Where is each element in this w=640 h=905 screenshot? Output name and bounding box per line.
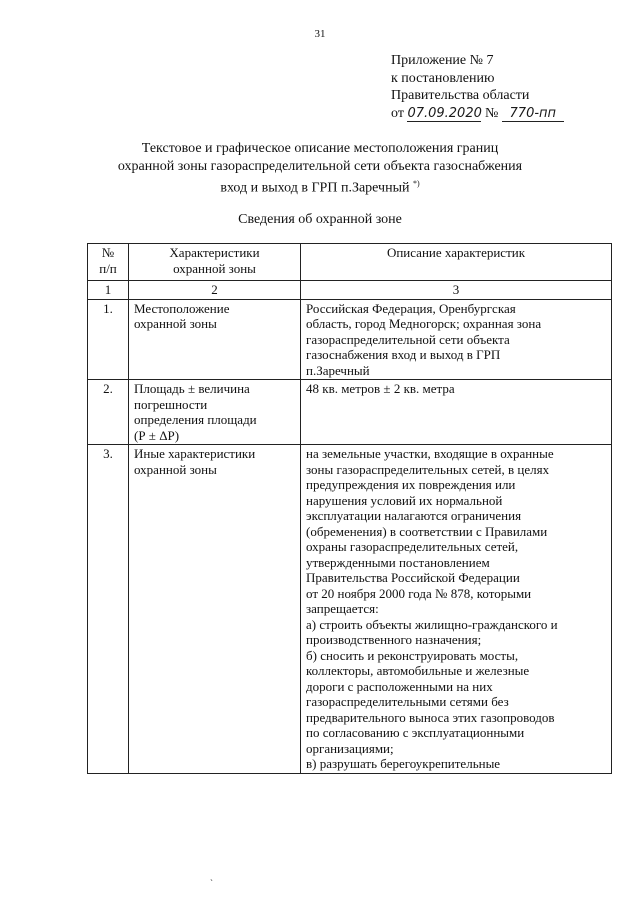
- title-line: Текстовое и графическое описание местоположения границ: [141, 141, 499, 156]
- page-number: 31: [314, 28, 326, 40]
- header-characteristics-text: Характеристики охранной зоны: [169, 245, 260, 276]
- header-description-text: Описание характеристик: [386, 245, 526, 260]
- table-row: [88, 299, 612, 380]
- row-characteristic: Иные характеристики охранной зоны: [129, 445, 301, 774]
- row-characteristic: Площадь ± величина погрешности определения площади (Р ± ΔР): [129, 380, 301, 445]
- row-description: 48 кв. метров ± 2 кв. метра: [301, 380, 612, 445]
- table-header-row: [88, 244, 612, 281]
- header-characteristics: [129, 244, 301, 281]
- date-prefix: от: [391, 105, 404, 121]
- scan-speck: `: [210, 878, 213, 888]
- row-number: 2.: [88, 380, 129, 445]
- appendix-line: к постановлению: [391, 70, 495, 86]
- title-line-last: [60, 175, 580, 197]
- row-number: 3.: [88, 445, 129, 774]
- title-line: вход и выход в ГРП п.Заречный: [220, 180, 410, 196]
- appendix-block: [391, 52, 564, 122]
- table-row: [88, 380, 612, 445]
- section-subtitle: Сведения об охранной зоне: [238, 212, 402, 227]
- header-number-text: № п/п: [99, 245, 117, 276]
- row-description: Российская Федерация, Оренбургская область, город Медногорск; охранная зона газораспределительной сети объекта газоснабжения вход и выход в ГРП п.Заречный: [301, 299, 612, 380]
- appendix-line: Правительства области: [391, 88, 530, 103]
- table-row: [88, 445, 612, 774]
- row-description: на земельные участки, входящие в охранные зоны газораспределительных сетей, в целях предупреждения их повреждения или нарушения условий их нормальной эксплуатации налагаются ограничения (обременения) в соответствии с Правилами охраны газораспределительных сетей, утвержденными постановлением Правительства Российской Федерации от 20 ноября 2000 года № 878, которыми запрещается: а) строить объекты жилищно-гражданского и производственного назначения; б) сносить и реконструировать мосты, коллекторы, автомобильные и железные дороги с расположенными на них газораспределительными сетями без предварительного выноса этих газопроводов по согласованию с эксплуатационными организациями; в) разрушать берегоукрепительные: [301, 445, 612, 774]
- header-description: [301, 244, 612, 281]
- header-number: [88, 244, 129, 281]
- column-number-row: [88, 281, 612, 300]
- handwritten-number: 770-пп: [502, 107, 564, 122]
- appendix-title: Приложение № 7: [391, 53, 494, 68]
- title-line: охранной зоны газораспределительной сети объекта газоснабжения: [117, 158, 523, 174]
- column-number: 3: [301, 281, 612, 300]
- appendix-date-line: [391, 105, 564, 123]
- handwritten-date: 07.09.2020: [407, 105, 482, 121]
- column-number: 2: [129, 281, 301, 300]
- document-title: [60, 140, 580, 197]
- number-prefix: №: [484, 105, 499, 121]
- protection-zone-table: [87, 243, 612, 774]
- row-number: 1.: [88, 299, 129, 380]
- footnote-mark: *): [412, 179, 420, 188]
- column-number: 1: [88, 281, 129, 300]
- row-characteristic: Местоположение охранной зоны: [129, 299, 301, 380]
